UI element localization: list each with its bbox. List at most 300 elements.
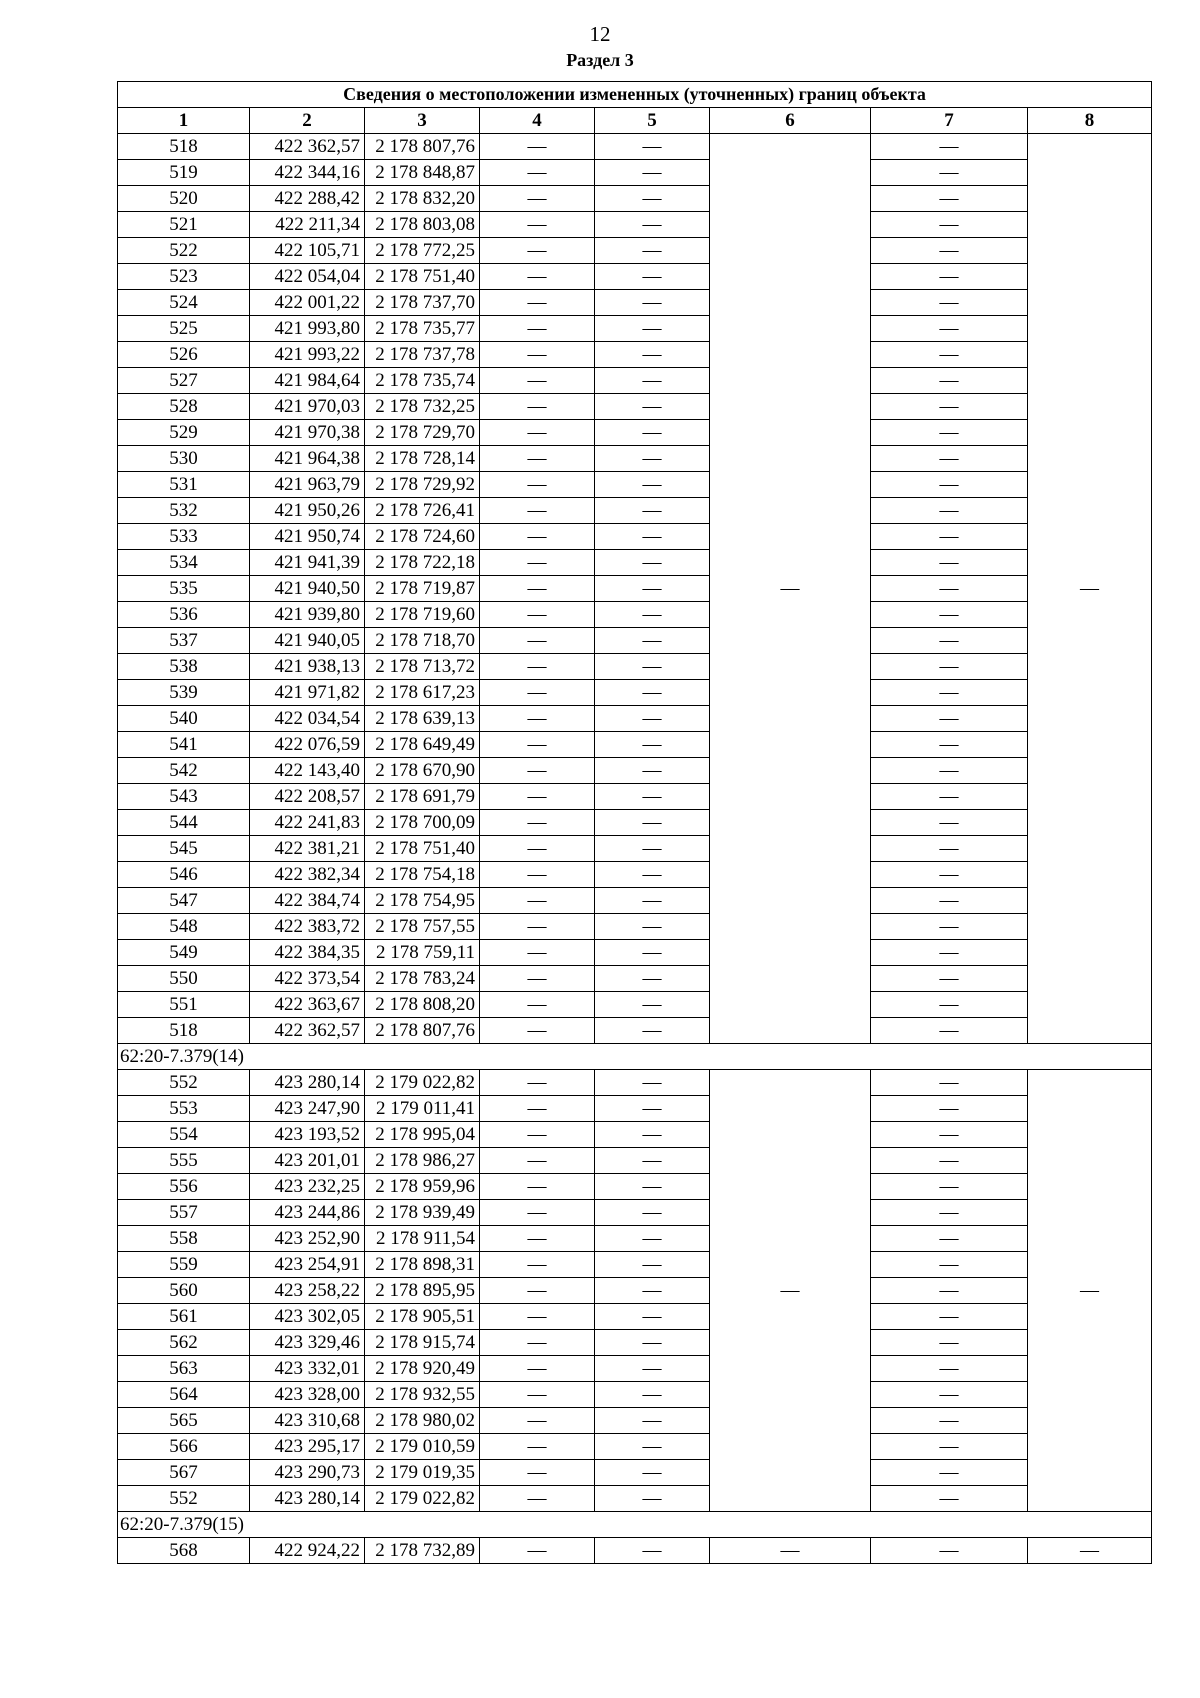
point-number: 564	[118, 1382, 250, 1408]
dash-cell: —	[595, 628, 710, 654]
dash-cell: —	[871, 1304, 1028, 1330]
dash-cell: —	[480, 1538, 595, 1564]
dash-cell: —	[480, 1070, 595, 1096]
point-number: 533	[118, 524, 250, 550]
table-row	[118, 498, 1152, 524]
table-row	[118, 264, 1152, 290]
coordinate-x: 423 280,14	[250, 1070, 365, 1096]
point-number: 568	[118, 1538, 250, 1564]
coordinate-y: 2 178 995,04	[365, 1122, 480, 1148]
coordinate-y: 2 179 022,82	[365, 1070, 480, 1096]
coordinate-y: 2 178 808,20	[365, 992, 480, 1018]
dash-cell: —	[871, 1096, 1028, 1122]
point-number: 558	[118, 1226, 250, 1252]
table-row	[118, 758, 1152, 784]
coordinate-x: 422 054,04	[250, 264, 365, 290]
coordinate-y: 2 178 670,90	[365, 758, 480, 784]
dash-cell: —	[871, 290, 1028, 316]
coordinate-y: 2 178 759,11	[365, 940, 480, 966]
coordinate-x: 423 201,01	[250, 1148, 365, 1174]
point-number: 567	[118, 1460, 250, 1486]
dash-cell: —	[595, 1070, 710, 1096]
point-number: 548	[118, 914, 250, 940]
dash-cell: —	[480, 862, 595, 888]
table-row	[118, 446, 1152, 472]
coordinate-x: 421 938,13	[250, 654, 365, 680]
point-number: 531	[118, 472, 250, 498]
dash-cell: —	[595, 134, 710, 160]
dash-cell: —	[480, 1356, 595, 1382]
dash-cell: —	[595, 368, 710, 394]
dash-cell: —	[871, 1434, 1028, 1460]
coordinate-y: 2 178 729,92	[365, 472, 480, 498]
dash-cell: —	[595, 836, 710, 862]
dash-cell: —	[595, 888, 710, 914]
dash-cell: —	[480, 472, 595, 498]
table-row	[118, 290, 1152, 316]
table-row	[118, 1070, 1152, 1096]
coordinate-x: 423 252,90	[250, 1226, 365, 1252]
dash-cell: —	[871, 836, 1028, 862]
coordinate-y: 2 179 019,35	[365, 1460, 480, 1486]
table-row	[118, 732, 1152, 758]
coordinate-y: 2 178 980,02	[365, 1408, 480, 1434]
dash-cell: —	[480, 1486, 595, 1512]
table-row	[118, 524, 1152, 550]
coordinate-y: 2 178 751,40	[365, 264, 480, 290]
coordinate-x: 422 363,67	[250, 992, 365, 1018]
dash-cell: —	[595, 758, 710, 784]
table-row	[118, 1538, 1152, 1564]
table-row	[118, 1148, 1152, 1174]
dash-cell: —	[871, 1538, 1028, 1564]
dash-cell: —	[871, 1070, 1028, 1096]
dash-cell: —	[595, 472, 710, 498]
dash-cell: —	[480, 1408, 595, 1434]
point-number: 518	[118, 134, 250, 160]
coordinate-y: 2 178 754,95	[365, 888, 480, 914]
dash-cell: —	[480, 290, 595, 316]
dash-cell: —	[871, 238, 1028, 264]
dash-cell: —	[480, 498, 595, 524]
dash-cell: —	[871, 446, 1028, 472]
coordinate-x: 423 310,68	[250, 1408, 365, 1434]
dash-cell: —	[595, 1200, 710, 1226]
column-header: 6	[710, 108, 871, 134]
coordinate-y: 2 178 732,89	[365, 1538, 480, 1564]
coordinate-x: 421 940,50	[250, 576, 365, 602]
coordinate-x: 423 254,91	[250, 1252, 365, 1278]
dash-cell: —	[871, 1018, 1028, 1044]
coordinate-x: 421 941,39	[250, 550, 365, 576]
coordinate-x: 422 241,83	[250, 810, 365, 836]
group-label: 62:20-7.379(14)	[118, 1044, 1152, 1070]
point-number: 520	[118, 186, 250, 212]
table-row	[118, 134, 1152, 160]
dash-cell: —	[480, 1018, 595, 1044]
dash-cell: —	[480, 1200, 595, 1226]
dash-cell: —	[480, 212, 595, 238]
point-number: 539	[118, 680, 250, 706]
coordinate-x: 422 211,34	[250, 212, 365, 238]
merged-dash-cell: —	[1028, 1070, 1152, 1512]
coordinate-x: 422 381,21	[250, 836, 365, 862]
dash-cell: —	[595, 290, 710, 316]
coordinate-y: 2 178 713,72	[365, 654, 480, 680]
dash-cell: —	[595, 680, 710, 706]
dash-cell: —	[595, 1122, 710, 1148]
column-header: 2	[250, 108, 365, 134]
dash-cell: —	[480, 784, 595, 810]
coordinate-x: 423 244,86	[250, 1200, 365, 1226]
dash-cell: —	[595, 186, 710, 212]
table-row	[118, 1122, 1152, 1148]
dash-cell: —	[871, 784, 1028, 810]
dash-cell: —	[595, 914, 710, 940]
coordinate-x: 422 001,22	[250, 290, 365, 316]
dash-cell: —	[595, 940, 710, 966]
coordinate-y: 2 178 726,41	[365, 498, 480, 524]
coordinate-y: 2 178 939,49	[365, 1200, 480, 1226]
dash-cell: —	[871, 862, 1028, 888]
coordinate-x: 421 970,03	[250, 394, 365, 420]
merged-dash-cell: —	[1028, 134, 1152, 1044]
dash-cell: —	[871, 186, 1028, 212]
coordinate-y: 2 178 737,78	[365, 342, 480, 368]
dash-cell: —	[871, 940, 1028, 966]
dash-cell: —	[595, 1538, 710, 1564]
column-header: 5	[595, 108, 710, 134]
dash-cell: —	[595, 1460, 710, 1486]
column-header: 7	[871, 108, 1028, 134]
dash-cell: —	[871, 1122, 1028, 1148]
coordinate-x: 422 034,54	[250, 706, 365, 732]
coordinate-y: 2 178 617,23	[365, 680, 480, 706]
point-number: 518	[118, 1018, 250, 1044]
coordinate-x: 423 193,52	[250, 1122, 365, 1148]
coordinate-x: 422 105,71	[250, 238, 365, 264]
dash-cell: —	[480, 680, 595, 706]
coordinate-x: 421 963,79	[250, 472, 365, 498]
dash-cell: —	[871, 420, 1028, 446]
table-row	[118, 1356, 1152, 1382]
point-number: 545	[118, 836, 250, 862]
coordinate-x: 423 258,22	[250, 1278, 365, 1304]
dash-cell: —	[595, 1096, 710, 1122]
dash-cell: —	[595, 1330, 710, 1356]
dash-cell: —	[480, 1122, 595, 1148]
coordinate-y: 2 178 959,96	[365, 1174, 480, 1200]
table-row	[118, 992, 1152, 1018]
dash-cell: —	[480, 706, 595, 732]
table-row	[118, 1304, 1152, 1330]
coordinate-y: 2 178 898,31	[365, 1252, 480, 1278]
point-number: 553	[118, 1096, 250, 1122]
dash-cell: —	[871, 732, 1028, 758]
point-number: 560	[118, 1278, 250, 1304]
table-row	[118, 1434, 1152, 1460]
point-number: 522	[118, 238, 250, 264]
coordinate-x: 421 993,80	[250, 316, 365, 342]
table-row	[118, 680, 1152, 706]
coordinate-x: 421 939,80	[250, 602, 365, 628]
point-number: 538	[118, 654, 250, 680]
point-number: 563	[118, 1356, 250, 1382]
dash-cell: —	[480, 1174, 595, 1200]
dash-cell: —	[480, 186, 595, 212]
table-row	[118, 238, 1152, 264]
coordinate-x: 421 950,74	[250, 524, 365, 550]
dash-cell: —	[871, 1200, 1028, 1226]
group-label: 62:20-7.379(15)	[118, 1512, 1152, 1538]
table-row	[118, 1200, 1152, 1226]
point-number: 540	[118, 706, 250, 732]
table-row	[118, 1330, 1152, 1356]
point-number: 537	[118, 628, 250, 654]
table-row	[118, 940, 1152, 966]
point-number: 535	[118, 576, 250, 602]
coordinate-y: 2 178 724,60	[365, 524, 480, 550]
dash-cell: —	[871, 706, 1028, 732]
dash-cell: —	[595, 1018, 710, 1044]
dash-cell: —	[871, 1408, 1028, 1434]
column-header: 4	[480, 108, 595, 134]
group-row	[118, 1512, 1152, 1538]
dash-cell: —	[595, 862, 710, 888]
merged-dash-cell: —	[710, 1538, 871, 1564]
table-row	[118, 1226, 1152, 1252]
coordinate-y: 2 178 807,76	[365, 1018, 480, 1044]
table-row	[118, 862, 1152, 888]
dash-cell: —	[871, 914, 1028, 940]
point-number: 554	[118, 1122, 250, 1148]
table-row	[118, 550, 1152, 576]
dash-cell: —	[871, 628, 1028, 654]
dash-cell: —	[595, 966, 710, 992]
dash-cell: —	[871, 992, 1028, 1018]
dash-cell: —	[595, 524, 710, 550]
coordinate-x: 421 964,38	[250, 446, 365, 472]
coordinate-y: 2 178 920,49	[365, 1356, 480, 1382]
coordinate-x: 423 328,00	[250, 1382, 365, 1408]
coordinate-x: 423 280,14	[250, 1486, 365, 1512]
dash-cell: —	[595, 1486, 710, 1512]
coordinate-y: 2 178 639,13	[365, 706, 480, 732]
point-number: 551	[118, 992, 250, 1018]
point-number: 544	[118, 810, 250, 836]
coordinate-y: 2 178 735,77	[365, 316, 480, 342]
point-number: 526	[118, 342, 250, 368]
dash-cell: —	[480, 420, 595, 446]
dash-cell: —	[480, 160, 595, 186]
merged-dash-cell: —	[710, 134, 871, 1044]
coordinate-y: 2 179 011,41	[365, 1096, 480, 1122]
table-row	[118, 654, 1152, 680]
dash-cell: —	[595, 784, 710, 810]
point-number: 532	[118, 498, 250, 524]
column-header: 1	[118, 108, 250, 134]
merged-dash-cell: —	[1028, 1538, 1152, 1564]
dash-cell: —	[480, 524, 595, 550]
dash-cell: —	[871, 134, 1028, 160]
table-row	[118, 836, 1152, 862]
dash-cell: —	[480, 1096, 595, 1122]
dash-cell: —	[595, 1356, 710, 1382]
point-number: 561	[118, 1304, 250, 1330]
dash-cell: —	[871, 1486, 1028, 1512]
table-row	[118, 914, 1152, 940]
coordinate-x: 422 373,54	[250, 966, 365, 992]
table-row	[118, 212, 1152, 238]
dash-cell: —	[595, 810, 710, 836]
dash-cell: —	[871, 966, 1028, 992]
point-number: 552	[118, 1486, 250, 1512]
dash-cell: —	[595, 446, 710, 472]
dash-cell: —	[480, 394, 595, 420]
table-row	[118, 1460, 1152, 1486]
dash-cell: —	[480, 758, 595, 784]
dash-cell: —	[595, 576, 710, 602]
coordinate-x: 422 076,59	[250, 732, 365, 758]
point-number: 524	[118, 290, 250, 316]
dash-cell: —	[871, 1226, 1028, 1252]
dash-cell: —	[871, 810, 1028, 836]
point-number: 527	[118, 368, 250, 394]
point-number: 541	[118, 732, 250, 758]
dash-cell: —	[871, 1330, 1028, 1356]
coordinate-y: 2 178 691,79	[365, 784, 480, 810]
coordinate-x: 422 208,57	[250, 784, 365, 810]
dash-cell: —	[595, 654, 710, 680]
table-row	[118, 1408, 1152, 1434]
table-row	[118, 420, 1152, 446]
point-number: 534	[118, 550, 250, 576]
table-row	[118, 394, 1152, 420]
coordinate-y: 2 178 735,74	[365, 368, 480, 394]
point-number: 557	[118, 1200, 250, 1226]
coordinate-x: 423 295,17	[250, 1434, 365, 1460]
point-number: 549	[118, 940, 250, 966]
point-number: 521	[118, 212, 250, 238]
coordinate-x: 421 984,64	[250, 368, 365, 394]
dash-cell: —	[480, 602, 595, 628]
table-row	[118, 1252, 1152, 1278]
dash-cell: —	[871, 498, 1028, 524]
dash-cell: —	[595, 264, 710, 290]
coordinate-y: 2 178 728,14	[365, 446, 480, 472]
group-row	[118, 1044, 1152, 1070]
point-number: 519	[118, 160, 250, 186]
dash-cell: —	[595, 1252, 710, 1278]
dash-cell: —	[480, 1382, 595, 1408]
coordinate-y: 2 178 719,87	[365, 576, 480, 602]
coordinate-y: 2 178 832,20	[365, 186, 480, 212]
dash-cell: —	[480, 914, 595, 940]
table-row	[118, 316, 1152, 342]
point-number: 566	[118, 1434, 250, 1460]
dash-cell: —	[871, 264, 1028, 290]
dash-cell: —	[871, 212, 1028, 238]
dash-cell: —	[595, 1434, 710, 1460]
dash-cell: —	[480, 966, 595, 992]
dash-cell: —	[480, 1252, 595, 1278]
coordinates-table-body	[118, 82, 1152, 1564]
table-row	[118, 342, 1152, 368]
dash-cell: —	[480, 940, 595, 966]
coordinate-y: 2 178 986,27	[365, 1148, 480, 1174]
dash-cell: —	[871, 1356, 1028, 1382]
dash-cell: —	[595, 316, 710, 342]
dash-cell: —	[595, 1304, 710, 1330]
dash-cell: —	[595, 160, 710, 186]
table-row	[118, 628, 1152, 654]
coordinate-x: 423 332,01	[250, 1356, 365, 1382]
table-row	[118, 888, 1152, 914]
coordinate-x: 422 362,57	[250, 1018, 365, 1044]
dash-cell: —	[871, 1460, 1028, 1486]
dash-cell: —	[480, 888, 595, 914]
table-row	[118, 1018, 1152, 1044]
dash-cell: —	[595, 732, 710, 758]
dash-cell: —	[480, 1226, 595, 1252]
point-number: 556	[118, 1174, 250, 1200]
dash-cell: —	[480, 446, 595, 472]
section-title: Раздел 3	[566, 50, 634, 70]
coordinate-y: 2 178 729,70	[365, 420, 480, 446]
coordinate-y: 2 178 719,60	[365, 602, 480, 628]
point-number: 543	[118, 784, 250, 810]
point-number: 550	[118, 966, 250, 992]
dash-cell: —	[595, 420, 710, 446]
dash-cell: —	[871, 368, 1028, 394]
dash-cell: —	[595, 1148, 710, 1174]
coordinate-y: 2 178 783,24	[365, 966, 480, 992]
coordinate-y: 2 178 700,09	[365, 810, 480, 836]
coordinate-x: 423 232,25	[250, 1174, 365, 1200]
table-row	[118, 1096, 1152, 1122]
dash-cell: —	[871, 472, 1028, 498]
coordinate-y: 2 179 010,59	[365, 1434, 480, 1460]
merged-dash-cell: —	[710, 1070, 871, 1512]
coordinate-y: 2 178 772,25	[365, 238, 480, 264]
coordinate-x: 422 143,40	[250, 758, 365, 784]
point-number: 546	[118, 862, 250, 888]
column-header: 3	[365, 108, 480, 134]
column-header: 8	[1028, 108, 1152, 134]
coordinate-x: 421 971,82	[250, 680, 365, 706]
dash-cell: —	[595, 1408, 710, 1434]
point-number: 536	[118, 602, 250, 628]
coordinate-y: 2 178 905,51	[365, 1304, 480, 1330]
dash-cell: —	[871, 1278, 1028, 1304]
dash-cell: —	[871, 550, 1028, 576]
table-row	[118, 1278, 1152, 1304]
coordinate-y: 2 178 718,70	[365, 628, 480, 654]
dash-cell: —	[480, 550, 595, 576]
point-number: 530	[118, 446, 250, 472]
dash-cell: —	[871, 342, 1028, 368]
dash-cell: —	[871, 576, 1028, 602]
coordinate-x: 423 290,73	[250, 1460, 365, 1486]
table-row	[118, 706, 1152, 732]
dash-cell: —	[595, 1278, 710, 1304]
dash-cell: —	[871, 524, 1028, 550]
table-row	[118, 1174, 1152, 1200]
table-header-row	[118, 108, 1152, 134]
dash-cell: —	[871, 1174, 1028, 1200]
table-row	[118, 602, 1152, 628]
coordinate-x: 421 993,22	[250, 342, 365, 368]
